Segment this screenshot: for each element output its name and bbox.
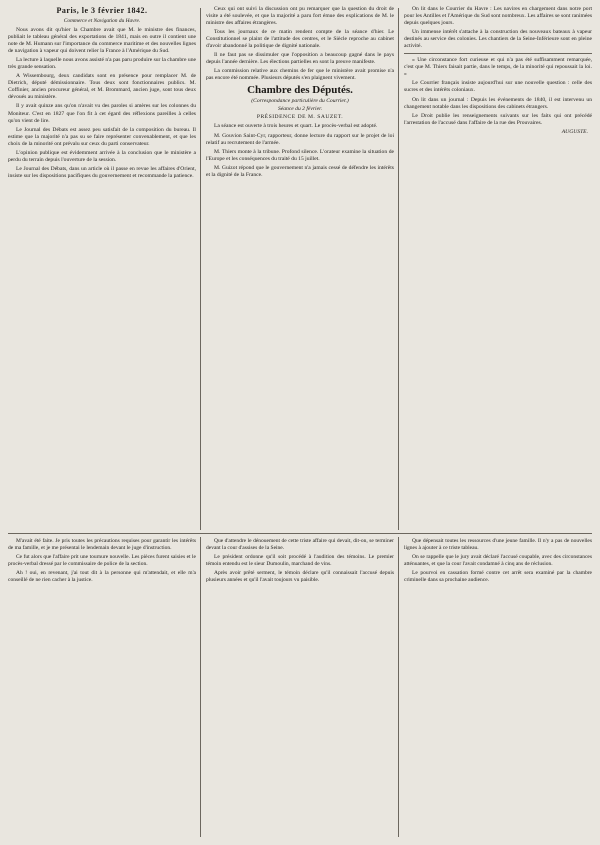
- paragraph: A Wissembourg, deux candidats sont en présence pour remplacer M. de Dietrich, député démissionnaire. Tous deux sont fonctionnaires publics. M. Coffinier, ancien procureur général, et M. Brommard, ancien juge, sont tous deux dévoués au ministère.: [8, 73, 196, 101]
- column-rule: [200, 537, 201, 837]
- paragraph: « Une circonstance fort curieuse et qui n'a pas été suffisamment remarquée, c'est que M. Thiers faisait partie, dans le temps, de la minorité qui repoussait la loi. »: [404, 57, 592, 78]
- paragraph: Le Droit publie les renseignements suivants sur les faits qui ont précédé l'arrestation de l'accusé dans l'affaire de la rue des Prouvaires.: [404, 112, 592, 126]
- paragraph: La lecture à laquelle nous avons assisté n'a pas paru produire sur la chambre une très grande sensation.: [8, 57, 196, 71]
- chamber-subtitle: (Correspondance particulière du Courrier.): [251, 98, 349, 105]
- paragraph: Le Journal des Débats est assez peu satisfait de la composition du bureau. Il estime que la majorité n'a pas su se faire représenter convenablement, et que les choix de la minorité ont prévalu sur ceux du parti conservateur.: [8, 126, 196, 147]
- section-divider: [8, 533, 592, 534]
- paragraph: Ceux qui ont suivi la discussion ont pu remarquer que la question du droit de visite a été soulevée, et que la majorité a paru fort émue des explications de M. le ministre des affaires étrangères.: [206, 6, 394, 27]
- article-column-3: [404, 6, 592, 531]
- paragraph: M. Gouvion Saint-Cyr, rapporteur, donne lecture du rapport sur le projet de loi relatif au recrutement de l'armée.: [206, 132, 394, 146]
- paragraph: M. Thiers monte à la tribune. Profond silence. L'orateur examine la situation de l'Europe et les conséquences du traité du 15 juillet.: [206, 148, 394, 162]
- article-column-1: [8, 6, 196, 531]
- paragraph: Que dépensait toutes les ressources d'une jeune famille. Il n'y a pas de nouvelles lignes à ajouter à ce triste tableau.: [404, 538, 592, 551]
- paragraph: Un immense intérêt s'attache à la construction des nouveaux bateaux à vapeur destinés au service des colonies. Les chantiers de la Seine-Inférieure sont en pleine activité.: [404, 29, 592, 50]
- lower-column-2: [206, 538, 394, 838]
- chamber-president: PRÉSIDENCE DE M. SAUZET.: [256, 114, 344, 121]
- paragraph: Tous les journaux de ce matin rendent compte de la séance d'hier. Le Constitutionnel se plaint de l'attitude des centres, et le Siècle reproche au cabinet d'avoir abandonné la politique de dignité nationale.: [206, 29, 394, 50]
- paragraph: On se rappelle que le jury avait déclaré l'accusé coupable, avec des circonstances atténuantes, et que la cour l'avait condamné à cinq ans de réclusion.: [404, 553, 592, 567]
- column-rule: [398, 537, 399, 837]
- divider: [404, 53, 592, 54]
- column-rule: [398, 8, 399, 530]
- lower-column-3: [404, 538, 592, 838]
- paragraph: On lit dans un journal : Depuis les événements de 1840, il est intervenu un changement notable dans les dispositions des cabinets étrangers.: [404, 96, 592, 110]
- lower-column-1: [8, 538, 196, 838]
- paragraph: Le pourvoi en cassation formé contre cet arrêt sera examiné par la chambre criminelle dans sa prochaine audience.: [404, 569, 592, 583]
- paragraph: M'avait été faite. Je pris toutes les précautions requises pour garantir les intérêts de ma famille, et je me présentai le lendemain devant le juge d'instruction.: [8, 538, 196, 551]
- dateline: Paris, le 3 février 1842.: [56, 6, 148, 15]
- subheading: Commerce et Navigation du Havre.: [63, 18, 141, 24]
- column-rule: [200, 8, 201, 530]
- paragraph: On lit dans le Courrier du Havre : Les navires en chargement dans notre port pour les Antilles et l'Amérique du Sud sont nombreux. Les affaires se sont ranimées depuis quelques jours.: [404, 6, 592, 27]
- paragraph: Ah ! oui, en revenant, j'ai tout dit à la personne qui m'attendait, et elle m'a conseillé de ne rien cacher à la justice.: [8, 569, 196, 583]
- chamber-title: Chambre des Députés.: [247, 84, 353, 97]
- paragraph: Le Courrier français insiste aujourd'hui sur une nouvelle question : celle des sucres et des intérêts coloniaux.: [404, 80, 592, 94]
- paragraph: La séance est ouverte à trois heures et quart. Le procès-verbal est adopté.: [214, 123, 378, 130]
- paragraph: Il y avait quinze ans qu'on n'avait vu des paroles si amères sur les colonnes du Moniteur. C'est en 1827 que l'on fit à cet égard des réflexions pareilles à celles qu'on vient de lire.: [8, 103, 196, 124]
- paragraph: L'opinion publique est évidemment arrivée à la conclusion que le ministère a perdu du terrain depuis l'ouverture de la session.: [8, 149, 196, 163]
- paragraph: M. Guizot répond que le gouvernement n'a jamais cessé de défendre les intérêts et la dignité de la France.: [206, 164, 394, 178]
- paragraph: Nous avons dit qu'hier la Chambre avait que M. le ministre des finances, publiait le tableau général des exportations de 1841, mais en outre il contient une note de M. Humann sur l'importance du commerce maritime et des nouvelles lignes de navigation à vapeur qui doivent relier la France à l'Amérique du Sud.: [8, 27, 196, 55]
- paragraph: Le Journal des Débats, dans un article où il passe en revue les affaires d'Orient, insiste sur les dispositions pacifiques du gouvernement et recommande la patience.: [8, 165, 196, 179]
- paragraph: Après avoir prêté serment, le témoin déclare qu'il connaissait l'accusé depuis plusieurs années et qu'il l'avait toujours vu paisible.: [206, 569, 394, 583]
- paragraph: La commission relative aux chemins de fer que le ministère avait promise n'a pas encore été nommée. Plusieurs députés s'en plaignent vivement.: [206, 68, 394, 82]
- article-column-2: [206, 6, 394, 531]
- chamber-session: Séance du 2 février.: [277, 106, 323, 113]
- paragraph: Ce fut alors que l'affaire prit une tournure nouvelle. Les pièces furent saisies et le procès-verbal dressé par le commissaire de police de la section.: [8, 553, 196, 567]
- paragraph: Il ne faut pas se dissimuler que l'opposition a beaucoup gagné dans le pays depuis l'année dernière. Les élections partielles en sont la preuve manifeste.: [206, 52, 394, 66]
- paragraph: Que d'attendre le dénouement de cette triste affaire qui devait, dit-on, se terminer devant la cour d'assises de la Seine.: [206, 538, 394, 551]
- signature: AUGUSTE.: [561, 128, 588, 135]
- paragraph: Le président ordonne qu'il soit procédé à l'audition des témoins. Le premier témoin entendu est le sieur Dumoulin, marchand de vins.: [206, 553, 394, 567]
